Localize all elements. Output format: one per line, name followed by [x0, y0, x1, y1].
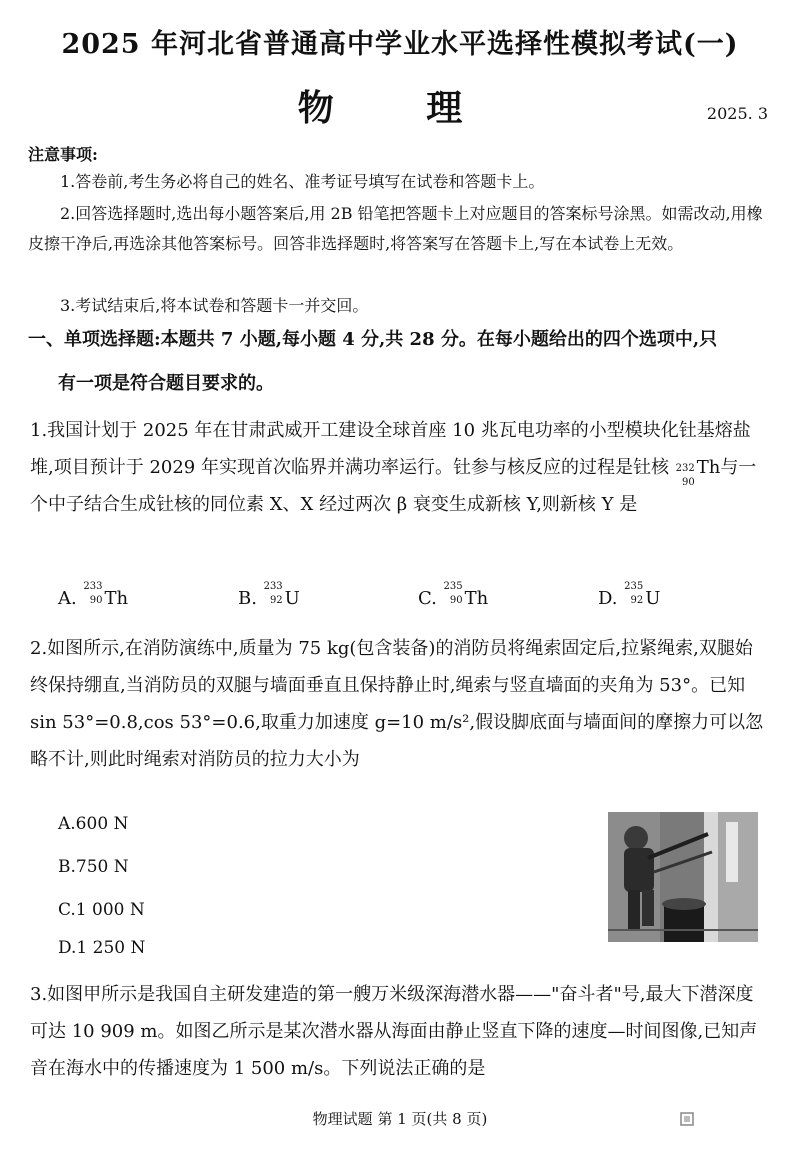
nuclide-mass: 233	[263, 581, 283, 592]
nuclide-symbol: Th	[696, 457, 721, 478]
scan-mark-icon	[680, 1112, 694, 1126]
option-nuclide	[82, 581, 104, 609]
option-letter: A.	[58, 588, 83, 609]
exam-date: 2025. 3	[706, 104, 768, 123]
q2-option-c: C.1 000 N	[58, 900, 145, 920]
option-letter: C.	[418, 588, 443, 609]
page-footer: 物理试题 第 1 页(共 8 页)	[312, 1110, 488, 1128]
nuclide-mass: 235	[624, 581, 644, 592]
section-heading-line1: 一、单项选择题:本题共 7 小题,每小题 4 分,共 28 分。在每小题给出的四个选项中,只	[28, 329, 718, 350]
option-nuclide	[623, 581, 645, 609]
nuclide-mass: 232	[675, 463, 695, 474]
question-2-text: 2.如图所示,在消防演练中,质量为 75 kg(包含装备)的消防员将绳索固定后,拉紧绳索,双腿始终保持绷直,当消防员的双腿与墙面垂直且保持静止时,绳索与竖直墙面的夹角为 53°。已知 sin 53°=0.8,cos 53°=0.6,取重力加速度 g=10 m/s²,假设脚底面与墙面间的摩擦力可以忽略不计,则此时绳索对消防员的拉力大小为	[30, 638, 764, 770]
option-letter: D.	[598, 588, 624, 609]
notice-heading: 注意事项:	[28, 145, 98, 164]
q2-option-d: D.1 250 N	[58, 938, 146, 958]
option-nuclide	[263, 581, 285, 609]
question-1-text-part1: 1.我国计划于 2025 年在甘肃武威开工建设全球首座 10 兆瓦电功率的小型模块化钍基熔盐堆,项目预计于 2029 年实现首次临界并满功率运行。钍参与核反应的过程是钍核	[30, 420, 751, 478]
nuclide-atomic-number: 90	[89, 595, 103, 606]
section-heading-line2: 有一项是符合题目要求的。	[58, 373, 274, 394]
question-1-options	[58, 581, 778, 609]
nuclide-mass: 235	[443, 581, 463, 592]
q2-option-b: B.750 N	[58, 857, 129, 877]
firefighter-photo	[608, 812, 758, 942]
option-letter: B.	[238, 588, 263, 609]
subject-title: 物 理	[297, 87, 503, 129]
option-a	[58, 581, 238, 609]
nuclide-th232	[675, 458, 697, 488]
notice-item-1: 1.答卷前,考生务必将自己的姓名、准考证号填写在试卷和答题卡上。	[60, 172, 545, 191]
option-b	[238, 581, 418, 609]
nuclide-atomic-number: 92	[269, 595, 283, 606]
q2-option-a: A.600 N	[58, 814, 129, 834]
option-d	[598, 581, 778, 609]
question-1	[30, 412, 770, 523]
option-c	[418, 581, 598, 609]
nuclide-atomic-number: 92	[630, 595, 644, 606]
nuclide-symbol: Th	[464, 588, 489, 609]
exam-title: 2025 年河北省普通高中学业水平选择性模拟考试(一)	[61, 29, 739, 60]
question-1-text-part2: 与一个中子结合生成钍核的同位素 X、X 经过两次 β 衰变生成新核 Y,则新核 Y 是	[30, 457, 757, 515]
option-nuclide	[443, 581, 465, 609]
notice-item-3: 3.考试结束后,将本试卷和答题卡一并交回。	[60, 296, 369, 315]
question-3-text: 3.如图甲所示是我国自主研发建造的第一艘万米级深海潜水器——"奋斗者"号,最大下潜深度可达 10 909 m。如图乙所示是某次潜水器从海面由静止竖直下降的速度—时间图像,已知声音在海水中的传播速度为 1 500 m/s。下列说法正确的是	[30, 984, 758, 1079]
nuclide-symbol: Th	[104, 588, 129, 609]
nuclide-symbol: U	[284, 588, 300, 609]
nuclide-mass: 233	[83, 581, 103, 592]
firefighter-illustration	[608, 812, 758, 942]
nuclide-symbol: U	[645, 588, 661, 609]
nuclide-atomic-number: 90	[681, 477, 695, 488]
notice-item-2: 2.回答选择题时,选出每小题答案后,用 2B 铅笔把答题卡上对应题目的答案标号涂黑。如需改动,用橡皮擦干净后,再选涂其他答案标号。回答非选择题时,将答案写在答题卡上,写在本试卷上无效。	[28, 204, 763, 253]
nuclide-atomic-number: 90	[449, 595, 463, 606]
